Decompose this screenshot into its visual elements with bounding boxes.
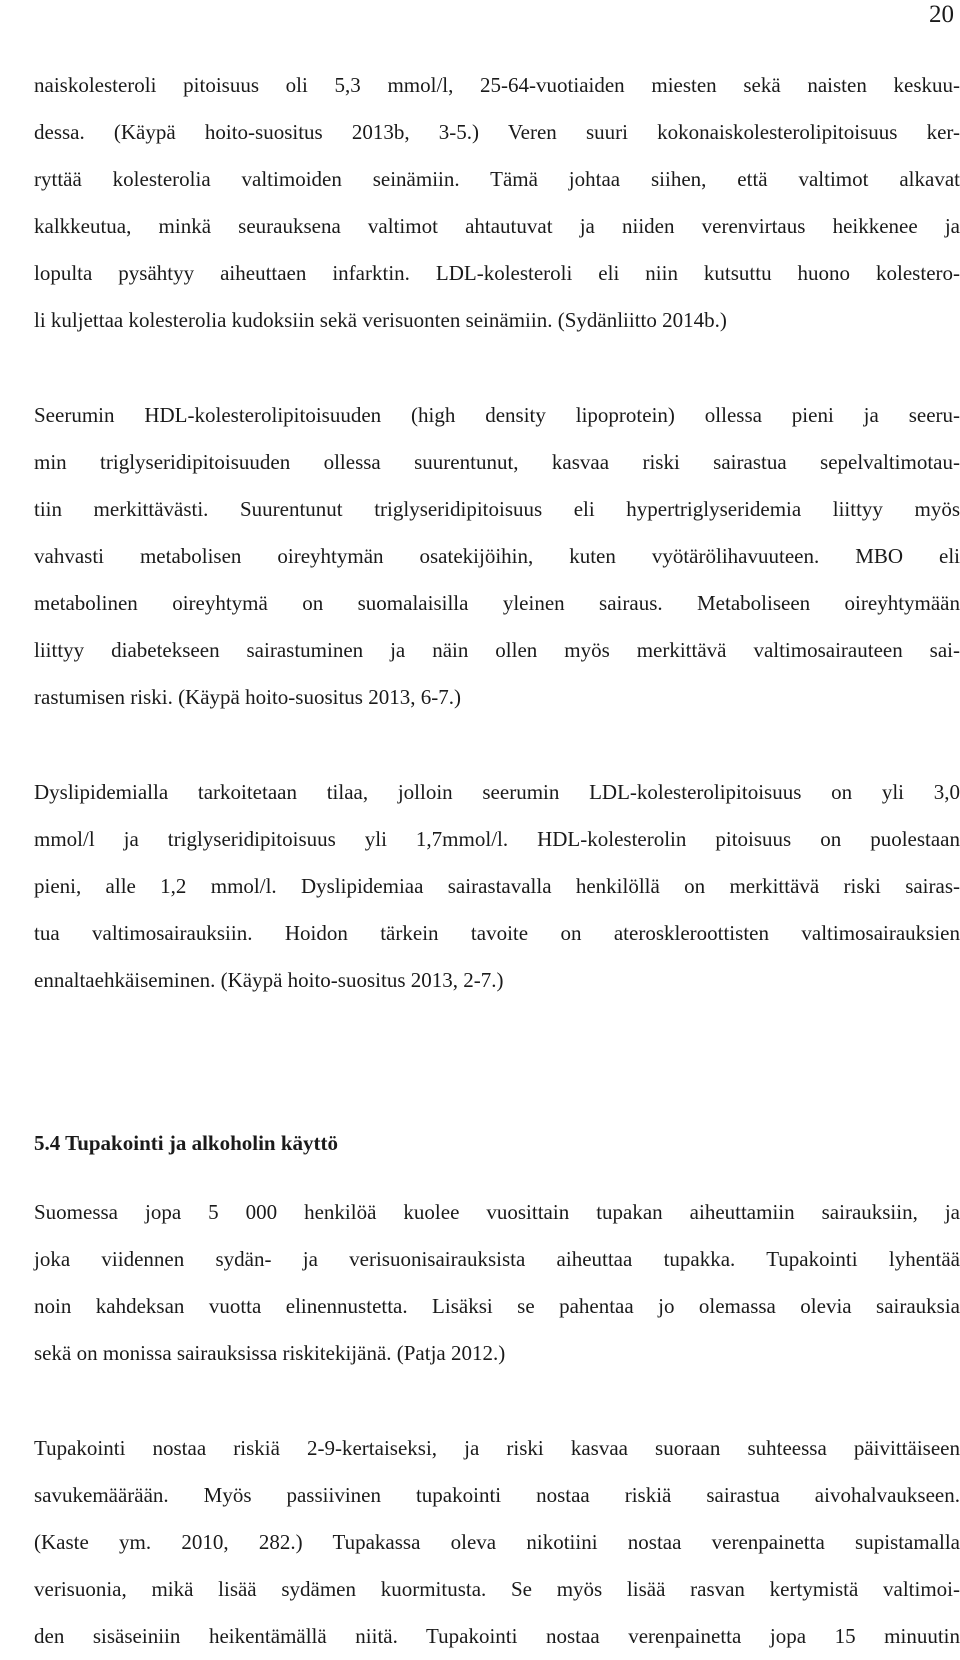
- text-line: dessa. (Käypä hoito-suositus 2013b, 3-5.) Veren suuri kokonaiskolesterolipitoisuus ker-: [34, 120, 960, 144]
- paragraph-spacer: [34, 721, 960, 769]
- text-line: Suomessa jopa 5 000 henkilöä kuolee vuosittain tupakan aiheuttamiin sairauksiin, ja: [34, 1200, 960, 1224]
- text-line: mmol/l ja triglyseridipitoisuus yli 1,7mmol/l. HDL-kolesterolin pitoisuus on puolestaan: [34, 827, 960, 851]
- section-heading: 5.4 Tupakointi ja alkoholin käyttö: [34, 1131, 339, 1155]
- page-number: 20: [929, 1, 954, 28]
- text-line: li kuljettaa kolesterolia kudoksiin sekä verisuonten seinämiin. (Sydänliitto 2014b.): [34, 308, 727, 332]
- heading-spacer: [34, 1167, 960, 1189]
- text-line: Dyslipidemialla tarkoitetaan tilaa, jolloin seerumin LDL-kolesterolipitoisuus on yli 3,0: [34, 780, 960, 804]
- text-line: ennaltaehkäiseminen. (Käypä hoito-suositus 2013, 2-7.): [34, 968, 504, 992]
- text-line: min triglyseridipitoisuuden ollessa suurentunut, kasvaa riski sairastua sepelvaltimotau-: [34, 450, 960, 474]
- text-line: savukemäärään. Myös passiivinen tupakointi nostaa riskiä sairastua aivohalvaukseen.: [34, 1483, 960, 1507]
- text-line: (Kaste ym. 2010, 282.) Tupakassa oleva nikotiini nostaa verenpainetta supistamalla: [34, 1530, 960, 1554]
- document-body: [34, 62, 960, 1660]
- text-line: pieni, alle 1,2 mmol/l. Dyslipidemiaa sairastavalla henkilöllä on merkittävä riski sairas-: [34, 874, 960, 898]
- text-line: joka viidennen sydän- ja verisuonisairauksista aiheuttaa tupakka. Tupakointi lyhentää: [34, 1247, 960, 1271]
- paragraph-dyslipidemia: [34, 769, 960, 1004]
- paragraph-smoking-deaths: [34, 1189, 960, 1377]
- paragraph-spacer: [34, 344, 960, 392]
- text-line: kalkkeutua, minkä seurauksena valtimot ahtautuvat ja niiden verenvirtaus heikkenee ja: [34, 214, 960, 238]
- paragraph-hdl-triglycerides: [34, 392, 960, 721]
- section-spacer: [34, 1004, 960, 1120]
- text-line: naiskolesteroli pitoisuus oli 5,3 mmol/l, 25-64-vuotiaiden miesten sekä naisten keskuu-: [34, 73, 960, 97]
- text-line: Tupakointi nostaa riskiä 2-9-kertaiseksi, ja riski kasvaa suoraan suhteessa päivittäiseen: [34, 1436, 960, 1460]
- text-line: sekä on monissa sairauksissa riskitekijänä. (Patja 2012.): [34, 1341, 506, 1365]
- text-line: vahvasti metabolisen oireyhtymän osatekijöihin, kuten vyötärölihavuuteen. MBO eli: [34, 544, 960, 568]
- text-line: ryttää kolesterolia valtimoiden seinämiin. Tämä johtaa siihen, että valtimot alkavat: [34, 167, 960, 191]
- text-line: Seerumin HDL-kolesterolipitoisuuden (high density lipoprotein) ollessa pieni ja seeru-: [34, 403, 960, 427]
- paragraph-cholesterol: [34, 62, 960, 344]
- text-line: rastumisen riski. (Käypä hoito-suositus 2013, 6-7.): [34, 685, 461, 709]
- text-line: verisuonia, mikä lisää sydämen kuormitusta. Se myös lisää rasvan kertymistä valtimoi-: [34, 1577, 960, 1601]
- text-line: metabolinen oireyhtymä on suomalaisilla yleinen sairaus. Metaboliseen oireyhtymään: [34, 591, 960, 615]
- text-line: tiin merkittävästi. Suurentunut triglyseridipitoisuus eli hypertriglyseridemia liittyy myös: [34, 497, 960, 521]
- text-line: lopulta pysähtyy aiheuttaen infarktin. LDL-kolesteroli eli niin kutsuttu huono kolestero-: [34, 261, 960, 285]
- paragraph-smoking-risk: [34, 1425, 960, 1660]
- text-line: tua valtimosairauksiin. Hoidon tärkein tavoite on ateroskleroottisten valtimosairauksien: [34, 921, 960, 945]
- paragraph-spacer: [34, 1377, 960, 1425]
- text-line: liittyy diabetekseen sairastuminen ja näin ollen myös merkittävä valtimosairauteen sai-: [34, 638, 960, 662]
- text-line: noin kahdeksan vuotta elinennustetta. Lisäksi se pahentaa jo olemassa olevia sairauksia: [34, 1294, 960, 1318]
- text-line: den sisäseiniin heikentämällä niitä. Tupakointi nostaa verenpainetta jopa 15 minuutin: [34, 1624, 960, 1648]
